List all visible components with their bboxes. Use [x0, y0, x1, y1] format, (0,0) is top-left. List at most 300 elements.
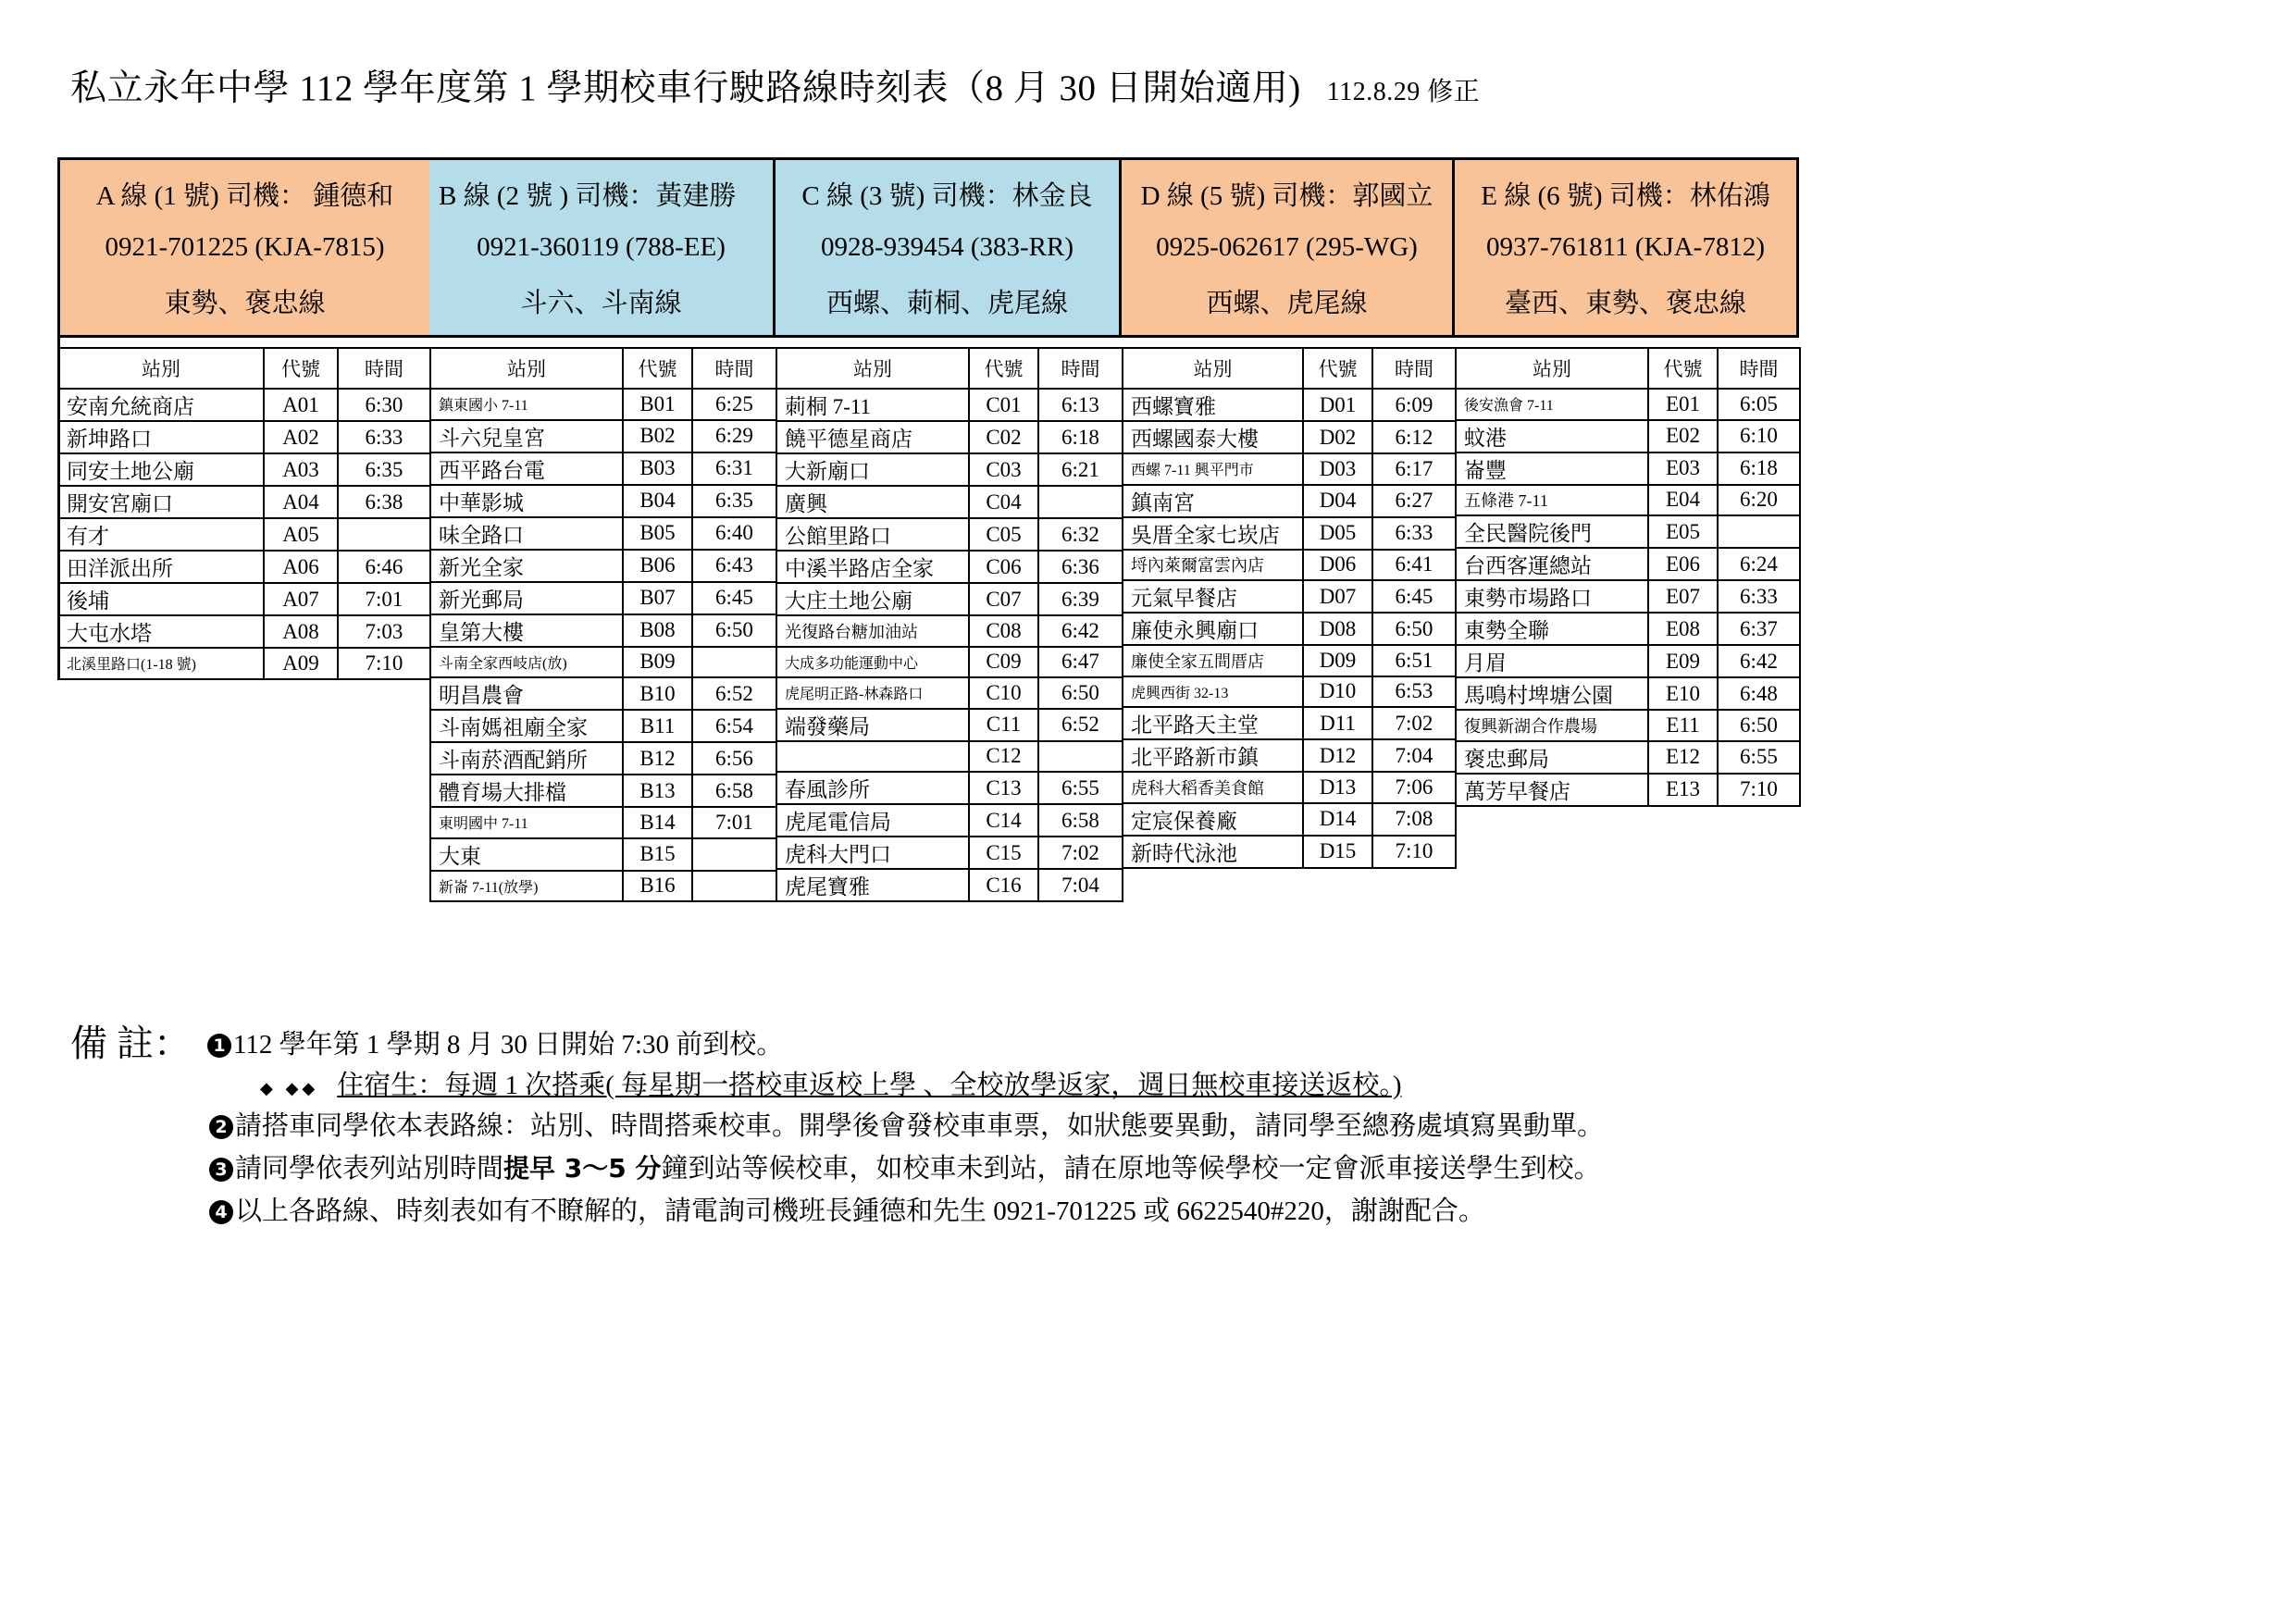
stop-station: 新時代泳池 — [1123, 836, 1303, 868]
stop-time — [692, 871, 776, 902]
station-header: 站別 — [430, 348, 623, 389]
stop-time: 7:10 — [1372, 836, 1456, 868]
stop-station: 斗六兒皇宮 — [430, 420, 623, 452]
table-row — [58, 615, 430, 648]
stop-code: A06 — [264, 551, 338, 583]
stop-station: 北平路天主堂 — [1123, 707, 1303, 739]
route-e-name: 臺西、東勢、褒忠線 — [1504, 288, 1746, 318]
route-d-header — [1122, 157, 1455, 338]
stop-time: 6:50 — [1372, 613, 1456, 645]
stop-time: 6:33 — [1718, 580, 1800, 613]
stop-code: D02 — [1303, 421, 1372, 453]
table-row — [430, 389, 776, 420]
route-d-stops — [1123, 389, 1456, 868]
stop-time: 6:50 — [1718, 710, 1800, 741]
stop-time — [1038, 741, 1123, 773]
stop-code: A02 — [264, 421, 338, 453]
stop-station: 後安漁會 7-11 — [1456, 389, 1648, 420]
table-row — [430, 807, 776, 838]
stop-station — [776, 741, 969, 773]
stop-time: 6:58 — [692, 775, 776, 807]
route-b — [429, 157, 776, 902]
stop-station: 大新廟口 — [776, 453, 969, 486]
stop-time: 6:52 — [692, 677, 776, 710]
stop-code: E03 — [1648, 452, 1718, 485]
stop-time: 6:18 — [1718, 452, 1800, 485]
stop-time: 6:39 — [1038, 583, 1123, 615]
stop-station: 田洋派出所 — [58, 551, 264, 583]
stop-code: B08 — [623, 614, 692, 647]
stop-time: 7:08 — [1372, 803, 1456, 836]
time-header: 時間 — [1038, 348, 1123, 389]
stop-time: 6:58 — [1038, 804, 1123, 837]
route-d-name: 西螺、虎尾線 — [1206, 288, 1368, 318]
route-c — [776, 157, 1122, 902]
note-1b — [260, 1064, 1402, 1102]
station-header: 站別 — [1123, 348, 1303, 389]
revision-date: 112.8.29 修正 — [1326, 78, 1481, 106]
route-e-line: E 線 (6 號) 司機：林佑鴻 — [1481, 181, 1770, 212]
stop-time: 6:12 — [1372, 421, 1456, 453]
stop-code: A03 — [264, 453, 338, 486]
table-row — [1456, 741, 1800, 774]
stop-time: 6:43 — [692, 550, 776, 582]
stop-code: C10 — [969, 677, 1038, 709]
stop-station: 五條港 7-11 — [1456, 485, 1648, 516]
code-header: 代號 — [264, 348, 338, 389]
stop-code: E06 — [1648, 548, 1718, 580]
stop-station: 有才 — [58, 518, 264, 551]
route-b-contact: 0921-360119 (788-EE) — [477, 231, 726, 262]
page-title — [70, 59, 1480, 111]
stop-code: E09 — [1648, 645, 1718, 677]
stop-time: 6:53 — [1372, 676, 1456, 708]
stop-station: 東明國中 7-11 — [430, 807, 623, 838]
table-row — [776, 615, 1123, 647]
stop-code: A05 — [264, 518, 338, 551]
stop-time: 6:13 — [1038, 389, 1123, 421]
table-row — [776, 837, 1123, 869]
stop-code: A07 — [264, 583, 338, 615]
table-row — [1123, 645, 1456, 676]
table-row — [1123, 772, 1456, 803]
table-row — [430, 871, 776, 902]
stop-code: E01 — [1648, 389, 1718, 420]
stop-station: 定宸保養廠 — [1123, 803, 1303, 836]
stop-time: 6:50 — [1038, 677, 1123, 709]
stop-station: 大成多功能運動中心 — [776, 647, 969, 678]
stop-station: 萬芳早餐店 — [1456, 774, 1648, 806]
table-row — [1123, 836, 1456, 868]
stop-station: 鎮東國小 7-11 — [430, 389, 623, 420]
stop-station: 大庄土地公廟 — [776, 583, 969, 615]
table-row — [1123, 707, 1456, 739]
route-e — [1455, 157, 1799, 807]
stop-station: 新光全家 — [430, 550, 623, 582]
route-d-contact: 0925-062617 (295-WG) — [1156, 231, 1418, 262]
stop-time: 6:52 — [1038, 709, 1123, 741]
stop-time: 6:42 — [1718, 645, 1800, 677]
stop-code: B16 — [623, 871, 692, 902]
stop-code: D06 — [1303, 550, 1372, 581]
table-row — [1456, 420, 1800, 452]
time-header: 時間 — [692, 348, 776, 389]
note-3 — [209, 1147, 1601, 1185]
note-3-text-b: 鐘到站等候校車，如校車未到站，請在原地等候學校一定會派車接送學生到校。 — [661, 1154, 1601, 1184]
stop-code: D05 — [1303, 517, 1372, 550]
route-b-table — [429, 347, 777, 902]
stop-code: C06 — [969, 551, 1038, 583]
stop-time: 6:38 — [338, 486, 430, 518]
stop-station: 北平路新市鎮 — [1123, 739, 1303, 772]
table-row — [776, 869, 1123, 901]
stop-time: 6:20 — [1718, 485, 1800, 516]
time-header: 時間 — [338, 348, 430, 389]
table-row — [776, 804, 1123, 837]
stop-code: E10 — [1648, 677, 1718, 710]
table-row — [776, 583, 1123, 615]
stop-time: 6:55 — [1038, 772, 1123, 804]
stop-code: D01 — [1303, 389, 1372, 421]
table-row — [776, 709, 1123, 741]
table-row — [776, 486, 1123, 518]
route-a — [57, 157, 432, 680]
stop-code: D12 — [1303, 739, 1372, 772]
table-row — [430, 775, 776, 807]
stop-time: 6:48 — [1718, 677, 1800, 710]
route-b-header — [429, 157, 776, 338]
stop-station: 虎興西街 32-13 — [1123, 676, 1303, 708]
stop-station: 莿桐 7-11 — [776, 389, 969, 421]
table-row — [776, 518, 1123, 551]
stop-station: 端發藥局 — [776, 709, 969, 741]
table-row — [1456, 613, 1800, 645]
stop-code: A01 — [264, 389, 338, 421]
table-row — [1123, 485, 1456, 517]
table-row — [1456, 710, 1800, 741]
route-b-stops — [430, 389, 776, 901]
table-row — [430, 485, 776, 517]
route-c-line: C 線 (3 號) 司機：林金良 — [801, 181, 1093, 212]
stop-station: 廣興 — [776, 486, 969, 518]
note-4-text: 以上各路線、時刻表如有不瞭解的，請電詢司機班長鍾德和先生 0921-701225 或 6622540#220，謝謝配合。 — [235, 1196, 1485, 1226]
stop-time: 7:04 — [1038, 869, 1123, 901]
stop-station: 新崙 7-11(放學) — [430, 871, 623, 902]
table-row — [1123, 580, 1456, 613]
stop-station: 西螺國泰大樓 — [1123, 421, 1303, 453]
table-row — [1456, 774, 1800, 806]
route-d-table — [1122, 347, 1457, 869]
time-header: 時間 — [1372, 348, 1456, 389]
stop-station: 北溪里路口(1-18 號) — [58, 648, 264, 679]
stop-time: 7:02 — [1038, 837, 1123, 869]
route-c-header — [776, 157, 1122, 338]
stop-code: B02 — [623, 420, 692, 452]
table-row — [58, 389, 430, 421]
stop-code: B13 — [623, 775, 692, 807]
route-e-stops — [1456, 389, 1800, 806]
stop-time: 6:32 — [1038, 518, 1123, 551]
stop-station: 中華影城 — [430, 485, 623, 517]
stop-station: 春風診所 — [776, 772, 969, 804]
route-e-table — [1455, 347, 1801, 807]
table-row — [776, 772, 1123, 804]
table-row — [1123, 739, 1456, 772]
route-e-contact: 0937-761811 (KJA-7812) — [1486, 231, 1765, 262]
station-header: 站別 — [58, 348, 264, 389]
table-row — [430, 582, 776, 614]
title-text: 私立永年中學 112 學年度第 1 學期校車行駛路線時刻表（8 月 30 日開始適用) — [70, 68, 1301, 108]
stop-station: 復興新湖合作農場 — [1456, 710, 1648, 741]
stop-code: B12 — [623, 742, 692, 775]
stop-code: D13 — [1303, 772, 1372, 803]
stop-code: C04 — [969, 486, 1038, 518]
table-row — [58, 648, 430, 679]
notes-heading: 備 註： — [70, 1023, 191, 1064]
route-c-contact: 0928-939454 (383-RR) — [820, 231, 1074, 262]
stop-code: E04 — [1648, 485, 1718, 516]
stop-time: 6:31 — [692, 452, 776, 485]
table-row — [776, 741, 1123, 773]
table-row — [430, 647, 776, 678]
stop-code: D10 — [1303, 676, 1372, 708]
stop-station: 埒內萊爾富雲內店 — [1123, 550, 1303, 581]
stop-time: 7:03 — [338, 615, 430, 648]
stop-code: E12 — [1648, 741, 1718, 774]
table-row — [776, 677, 1123, 709]
stop-time: 6:55 — [1718, 741, 1800, 774]
stop-time: 6:10 — [1718, 420, 1800, 452]
stop-station: 虎尾明正路-林森路口 — [776, 677, 969, 709]
stop-time: 6:41 — [1372, 550, 1456, 581]
table-row — [1456, 580, 1800, 613]
stop-time: 6:09 — [1372, 389, 1456, 421]
note-number-icon: 4 — [209, 1200, 233, 1224]
route-c-name: 西螺、莿桐、虎尾線 — [825, 288, 1068, 318]
stop-station: 味全路口 — [430, 517, 623, 550]
table-row — [1456, 485, 1800, 516]
table-row — [430, 677, 776, 710]
route-a-stops — [58, 389, 430, 679]
stop-station: 斗南全家西岐店(放) — [430, 647, 623, 678]
stop-code: C02 — [969, 421, 1038, 453]
stop-station: 蚊港 — [1456, 420, 1648, 452]
table-row — [58, 518, 430, 551]
note-number-icon: 2 — [209, 1115, 233, 1139]
stop-station: 中溪半路店全家 — [776, 551, 969, 583]
stop-station: 同安土地公廟 — [58, 453, 264, 486]
stop-time: 7:01 — [338, 583, 430, 615]
table-row — [1123, 803, 1456, 836]
table-row — [1456, 452, 1800, 485]
table-row — [430, 614, 776, 647]
table-row — [776, 551, 1123, 583]
table-row — [1456, 645, 1800, 677]
stop-time: 7:02 — [1372, 707, 1456, 739]
stop-time — [1718, 515, 1800, 548]
stop-station: 開安宮廟口 — [58, 486, 264, 518]
stop-station: 斗南菸酒配銷所 — [430, 742, 623, 775]
stop-code: D07 — [1303, 580, 1372, 613]
stop-station: 新坤路口 — [58, 421, 264, 453]
stop-code: C13 — [969, 772, 1038, 804]
stop-code: C11 — [969, 709, 1038, 741]
route-e-header — [1455, 157, 1799, 338]
note-4 — [209, 1190, 1485, 1228]
stop-code: E11 — [1648, 710, 1718, 741]
stop-code: B10 — [623, 677, 692, 710]
stop-time: 7:10 — [338, 648, 430, 679]
table-row — [430, 742, 776, 775]
stop-station: 鎮南宮 — [1123, 485, 1303, 517]
stop-station: 虎尾寶雅 — [776, 869, 969, 901]
table-row — [430, 838, 776, 871]
stop-time: 6:42 — [1038, 615, 1123, 647]
table-row — [430, 710, 776, 742]
stop-station: 崙豐 — [1456, 452, 1648, 485]
table-row — [1123, 421, 1456, 453]
note-2 — [209, 1105, 1604, 1143]
stop-station: 大屯水塔 — [58, 615, 264, 648]
stop-code: B14 — [623, 807, 692, 838]
stop-station: 東勢市場路口 — [1456, 580, 1648, 613]
station-header: 站別 — [1456, 348, 1648, 389]
route-d — [1122, 157, 1455, 869]
stop-station: 新光郵局 — [430, 582, 623, 614]
stop-time: 6:05 — [1718, 389, 1800, 420]
stop-code: A09 — [264, 648, 338, 679]
stop-time: 6:29 — [692, 420, 776, 452]
stop-station: 皇第大樓 — [430, 614, 623, 647]
route-a-name: 東勢、褒忠線 — [164, 288, 326, 318]
stop-code: C03 — [969, 453, 1038, 486]
note-3-emphasis: 提早 3～5 分 — [503, 1153, 662, 1184]
stop-time: 6:45 — [1372, 580, 1456, 613]
stop-station: 安南允統商店 — [58, 389, 264, 421]
stop-time: 6:24 — [1718, 548, 1800, 580]
stop-time: 6:40 — [692, 517, 776, 550]
stop-time: 6:21 — [1038, 453, 1123, 486]
route-d-line: D 線 (5 號) 司機：郭國立 — [1140, 181, 1433, 212]
stop-time: 6:27 — [1372, 485, 1456, 517]
table-row — [776, 647, 1123, 678]
note-number-icon: 3 — [209, 1158, 233, 1182]
station-header: 站別 — [776, 348, 969, 389]
route-c-stops — [776, 389, 1123, 901]
stop-station: 西螺 7-11 興平門市 — [1123, 453, 1303, 485]
stop-time: 6:46 — [338, 551, 430, 583]
stop-station: 馬鳴村埤塘公園 — [1456, 677, 1648, 710]
stop-code: C15 — [969, 837, 1038, 869]
stop-station: 元氣早餐店 — [1123, 580, 1303, 613]
table-row — [1123, 453, 1456, 485]
table-row — [1456, 548, 1800, 580]
stop-code: B03 — [623, 452, 692, 485]
stop-code: D11 — [1303, 707, 1372, 739]
stop-time: 6:47 — [1038, 647, 1123, 678]
stop-station: 後埔 — [58, 583, 264, 615]
table-row — [58, 421, 430, 453]
stop-code: E08 — [1648, 613, 1718, 645]
stop-station: 西平路台電 — [430, 452, 623, 485]
stop-code: A04 — [264, 486, 338, 518]
stop-station: 虎尾電信局 — [776, 804, 969, 837]
table-row — [1123, 389, 1456, 421]
stop-code: C05 — [969, 518, 1038, 551]
stop-code: B06 — [623, 550, 692, 582]
table-row — [430, 452, 776, 485]
stop-station: 明昌農會 — [430, 677, 623, 710]
stop-time: 7:10 — [1718, 774, 1800, 806]
stop-station: 體育場大排檔 — [430, 775, 623, 807]
stop-time: 6:36 — [1038, 551, 1123, 583]
stop-station: 公館里路口 — [776, 518, 969, 551]
stop-code: B04 — [623, 485, 692, 517]
stop-station: 全民醫院後門 — [1456, 515, 1648, 548]
time-header: 時間 — [1718, 348, 1800, 389]
code-header: 代號 — [969, 348, 1038, 389]
table-row — [1456, 677, 1800, 710]
stop-station: 褒忠郵局 — [1456, 741, 1648, 774]
table-row — [1123, 517, 1456, 550]
stop-time: 6:18 — [1038, 421, 1123, 453]
stop-code: E07 — [1648, 580, 1718, 613]
stop-time: 6:37 — [1718, 613, 1800, 645]
stop-time: 6:35 — [692, 485, 776, 517]
stop-code: C09 — [969, 647, 1038, 678]
stop-code: E02 — [1648, 420, 1718, 452]
stop-time: 6:56 — [692, 742, 776, 775]
stop-code: C16 — [969, 869, 1038, 901]
table-row — [1123, 550, 1456, 581]
stop-code: C08 — [969, 615, 1038, 647]
table-row — [1123, 613, 1456, 645]
route-c-table — [776, 347, 1123, 902]
stop-code: D09 — [1303, 645, 1372, 676]
note-1 — [207, 1023, 783, 1061]
stop-station: 廉使全家五間厝店 — [1123, 645, 1303, 676]
stop-code: E05 — [1648, 515, 1718, 548]
stop-station: 西螺寶雅 — [1123, 389, 1303, 421]
table-row — [1456, 515, 1800, 548]
note-1b-text: 住宿生：每週 1 次搭乘( 每星期一搭校車返校上學 、全校放學返家，週日無校車接送返校。) — [337, 1071, 1402, 1100]
note-3-text-a: 請同學依表列站別時間 — [235, 1154, 504, 1184]
stop-station: 東勢全聯 — [1456, 613, 1648, 645]
code-header: 代號 — [623, 348, 692, 389]
stop-time: 6:33 — [1372, 517, 1456, 550]
note-2-text: 請搭車同學依本表路線：站別、時間搭乘校車。開學後會發校車車票，如狀態要異動，請同學至總務處填寫異動單。 — [235, 1111, 1605, 1141]
stop-time: 6:45 — [692, 582, 776, 614]
code-header: 代號 — [1648, 348, 1718, 389]
note-number-icon: 1 — [207, 1034, 231, 1058]
table-row — [58, 583, 430, 615]
route-a-table — [57, 347, 431, 680]
stop-code: D14 — [1303, 803, 1372, 836]
stop-code: C01 — [969, 389, 1038, 421]
route-a-line: A 線 (1 號) 司機： 鍾德和 — [95, 181, 394, 212]
stop-code: D04 — [1303, 485, 1372, 517]
diamond-bullet-icon: ◆ ◆◆ — [260, 1079, 319, 1098]
stop-station: 台西客運總站 — [1456, 548, 1648, 580]
stop-code: A08 — [264, 615, 338, 648]
stop-station: 斗南媽祖廟全家 — [430, 710, 623, 742]
route-b-line: B 線 (2 號 ) 司機：黃建勝 — [439, 181, 737, 212]
table-row — [430, 550, 776, 582]
table-row — [430, 517, 776, 550]
stop-station: 光復路台糖加油站 — [776, 615, 969, 647]
stop-code: C14 — [969, 804, 1038, 837]
table-row — [58, 453, 430, 486]
